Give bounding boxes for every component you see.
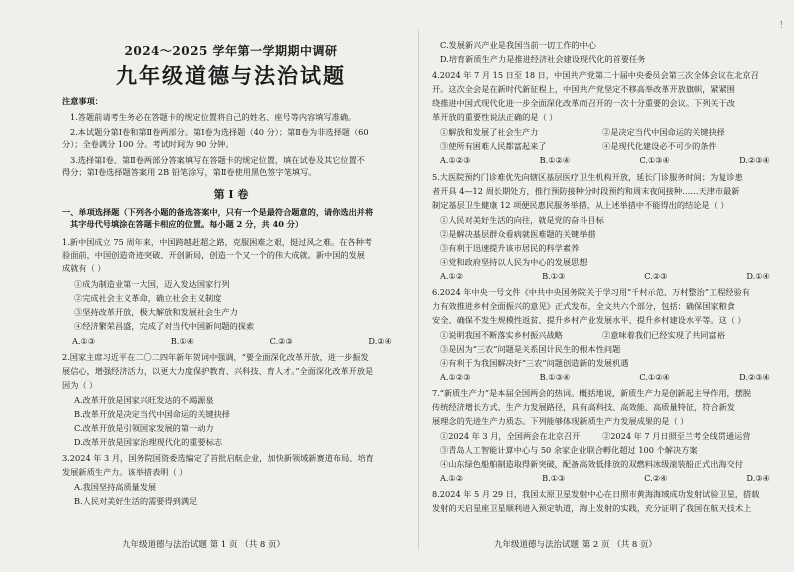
q6-option-d: D.②③④ [739,372,770,382]
q4-option-a: A.①②③ [440,155,471,165]
q4-option-b: B.①②④ [539,155,571,165]
q6-stem-c: 安全、确保不发生规模性返贫、提升乡村产业发展水平、提升乡村建设水平等。这（ ） [432,315,746,325]
q4-stem-d: 革开放的重要性说法正确的是（ ） [432,112,558,122]
exam-title-line1: 2024～2025 学年第一学期期中调研 [124,44,338,58]
notice-3a: 3.选择第Ⅰ卷、第Ⅱ卷两部分答案填写在答题卡的规定位置，填在试卷及其它位置不 [70,155,365,165]
q8-stem-a: 8.2024 年 5 月 29 日，我国太原卫星发射中心在日照市黄海海域成功发射试验卫星，搭载 [432,489,760,499]
q2-option-b: B.改革开放是决定当代中国命运的关键抉择 [74,409,230,419]
q1-item-4: ④经济繁荣昌盛，完成了对当代中国新问题的探索 [74,321,255,331]
q5-option-b: B.①③ [542,271,566,281]
q6-stem-a: 6.2024 年中央一号文件《中共中央国务院关于学习用“千村示范、万村整治”工程经验有 [432,287,750,297]
q4-stem-b: 开。这次全会是在新时代新征程上，中国共产党坚定不移高举改革开放旗帜，紧紧围 [432,84,735,94]
q7-item-3: ③青岛人工智能计算中心与 50 余家企业联合孵化超过 100 个解决方案 [440,445,698,455]
q5-item-2: ②是解决基层群众看病就医难题的关键举措 [440,229,596,239]
q3-stem-a: 3.2024 年 3 月，国务院国资委选编定了首批启航企业，加快新领域新赛道布局、培育 [62,453,374,463]
notice-1: 1.答题前请考生务必在答题卡的规定位置将自己的姓名、座号等内容填写准确。 [70,112,357,122]
q5-item-4: ④党和政府坚持以人民为中心的发展思想 [440,257,588,267]
q2-option-d: D.改革开放是国家治理现代化的重要标志 [74,437,223,447]
notice-3b: 得分；第Ⅰ卷选择题答案用 2B 铅笔涂写，第Ⅱ卷使用黑色签字笔填写。 [62,167,317,177]
part-one-heading-a: 一、单项选择题（下列各小题的备选答案中，只有一个是最符合题意的，请你选出并将 [62,207,374,217]
q4-item-4: ④是现代化建设必不可少的条件 [602,141,717,151]
q5-option-a: A.①② [440,271,464,281]
q2-stem-c: 因为（ ） [62,380,98,390]
q5-stem-c: 制定基层卫生健康 12 项便民惠民服务举措，从上述举措中不能得出的结论是（ ） [432,200,729,210]
q7-item-4: ④山东绿色船舶制造取得新突破，配备高效低排放的双燃料冰级滚装船正式出海交付 [440,459,743,469]
q6-answer-options [440,372,770,382]
q6-item-2: ②意味着我们已经实现了共同富裕 [602,330,725,340]
page-1-footer: 九年级道德与法治试题 第 1 页 （共 8 页） [122,540,286,550]
q5-item-1: ①人民对美好生活的向往，就是党的奋斗目标 [440,215,604,225]
q2-option-c: C.改革开放是引领国家发展的第一动力 [74,423,214,433]
q7-stem-b: 传统经济增长方式、生产力发展路径，具有高科技、高效能、高质量特征，符合新发 [432,402,735,412]
q1-stem-c: 成就有（ ） [62,263,106,273]
q7-stem-a: 7.“新质生产力”是本届全国两会的热词。概括地说，新质生产力是创新起主导作用，摆脱 [432,388,752,398]
q5-option-d: D.①④ [746,271,770,281]
q7-option-a: A.①② [440,473,464,483]
page-2-footer: 九年级道德与法治试题 第 2 页 （共 8 页） [494,540,658,550]
q8-stem-b: 发射的天启星座卫星顺利进入预定轨道，海上发射的实践，充分证明了我国在航天技术上 [432,503,752,513]
q7-item-1: ①2024 年 3 月，全国两会在北京召开 [440,431,581,441]
q2-stem-a: 2.国家主席习近平在二〇二四年新年贺词中强调，“要全面深化改革开放，进一步振发 [62,352,369,362]
q7-stem-c: 展理念的先进生产力质态。下列能够体现新质生产力发展成果的是（ ） [432,416,689,426]
q1-stem-b: 验面前，中国创造奇迹突破、开创新局，创造一个又一个的伟大成就。新中国的发展 [62,250,365,260]
q4-option-c: C.①③④ [639,155,670,165]
exam-title: 九年级道德与法治试题 [116,63,346,88]
q2-stem-b: 展信心，增强经济活力，以更大力度保护教育、兴科技、育人才。”全面深化改革开放是 [62,366,374,376]
q7-option-d: D.③④ [746,473,770,483]
q6-option-a: A.①②③ [440,372,471,382]
q3-option-b: B.人民对美好生活的需要得到满足 [74,496,198,506]
q6-option-c: C.①②④ [639,372,670,382]
notice-2b: 分）；全卷满分 100 分。考试时间为 90 分钟。 [62,139,234,149]
page-2 [432,0,784,572]
q1-option-d: D.②④ [368,336,392,346]
q5-item-3: ③有利于迅速提升该市居民的科学素养 [440,243,580,253]
q3-option-d: D.培育新质生产力是推进经济社会建设现代化的首要任务 [440,54,646,64]
notice-2a: 2.本试题分第Ⅰ卷和第Ⅱ卷两部分。第Ⅰ卷为选择题（40 分）；第Ⅱ卷为非选择题（60 [70,127,369,137]
q1-item-2: ②完成社会主义革命，确立社会主义制度 [74,293,222,303]
q6-option-b: B.①③④ [539,372,571,382]
q6-item-4: ④有利于为我国解决好“三农”问题创造新的发展机遇 [440,358,629,368]
q1-option-a: A.①③ [72,336,96,346]
q4-stem-a: 4.2024 年 7 月 15 日至 18 日，中国共产党第二十届中央委员会第三次全体会议在北京召 [432,70,759,80]
q6-item-3: ③是因为“三农”问题是关系国计民生的根本性问题 [440,344,621,354]
q3-option-a: A.我国坚持高质量发展 [74,482,157,492]
q7-option-c: C.②④ [644,473,668,483]
q2-option-a: A.改革开放是国家兴旺发达的不竭源泉 [74,395,214,405]
q4-stem-c: 绕推进中国式现代化进一步全面深化改革而召开的一次十分重要的会议。下列关于改 [432,98,735,108]
notice-heading: 注意事项： [62,96,103,106]
q7-item-2: ②2024 年 7 月日照至兰考全线贯通运营 [602,431,751,441]
q5-answer-options [440,271,770,281]
q4-answer-options [440,155,770,165]
q1-answer-options [72,336,392,346]
q7-option-b: B.①③ [542,473,566,483]
q5-option-c: C.②③ [644,271,668,281]
q4-item-3: ③使所有困难人民都富起来了 [440,141,547,151]
q3-option-c: C.发展新兴产业是我国当前一切工作的中心 [440,40,596,50]
section-heading: 第 Ⅰ 卷 [213,188,249,201]
q1-stem-a: 1.新中国成立 75 周年来，中国跨越赶超之路，克服困难之艰，挺过风之难。在各种考 [62,237,372,247]
q1-option-b: B.①④ [170,336,195,346]
q5-stem-b: 者开具 4—12 周长期处方，推行预防接种分时段预约和周末夜间接种……天津市最新 [432,186,740,196]
page-divider [418,30,419,550]
q4-item-2: ②是决定当代中国命运的关键抉择 [602,127,725,137]
q4-item-1: ①解放和发展了社会生产力 [440,127,539,137]
q1-option-c: C.②③ [269,336,293,346]
q6-stem-b: 力有效推进乡村全面振兴的意见》正式发布，全文共六个部分，包括：确保国家粮食 [432,301,735,311]
part-one-heading-b: 其字母代号填涂在答题卡相应的位置。每小题 2 分，共 40 分） [70,219,304,229]
q6-item-1: ①说明我国不断落实乡村振兴战略 [440,330,563,340]
q7-answer-options [440,473,770,483]
page-1 [62,0,400,572]
q1-item-3: ③坚持改革开放，极大解放和发展社会生产力 [74,307,238,317]
q1-item-1: ①成为制造业第一大国，迈入发达国家行列 [74,279,230,289]
q5-stem-a: 5.大医院预约门诊难优先向辖区基层医疗卫生机构开放，延长门诊服务时间；为复诊患 [432,172,743,182]
corner-mark: ！ [778,21,788,31]
q4-option-d: D.②③④ [739,155,770,165]
q3-stem-b: 发展新质生产力。该举措表明（ ） [62,467,188,477]
